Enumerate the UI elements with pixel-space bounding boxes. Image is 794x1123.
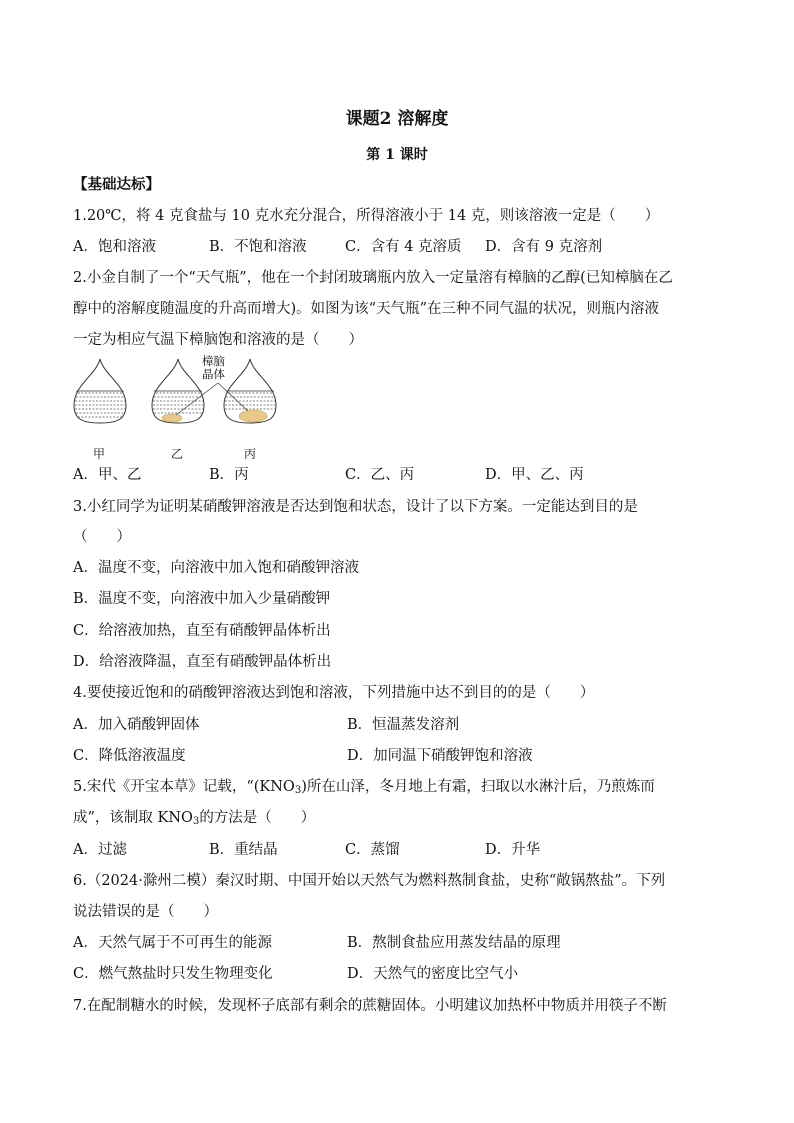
q1-option-d: D．含有 9 克溶剂 xyxy=(485,239,603,255)
q3-stem-line-2: （ ） xyxy=(73,529,131,545)
page-title: 课题2 溶解度 xyxy=(345,109,449,129)
q5-option-a: A．过滤 xyxy=(73,842,127,858)
q2-option-a: A．甲、乙 xyxy=(73,467,142,483)
q1-option-a: A．饱和溶液 xyxy=(73,239,156,255)
q4-stem: 4.要使接近饱和的硝酸钾溶液达到饱和溶液，下列措施中达不到目的的是（ ） xyxy=(73,685,595,701)
figure-annotation-2: 晶体 xyxy=(202,367,225,381)
weather-bottle-figure xyxy=(70,355,290,435)
q4-option-c: C．降低溶液温度 xyxy=(73,748,186,764)
q5-line1-b: )所在山泽，冬月地上有霜，扫取以水淋汁后，乃煎炼而 xyxy=(301,779,655,795)
q1-stem: 1.20℃，将 4 克食盐与 10 克水充分混合，所得溶液小于 14 克，则该溶液一定是（ ） xyxy=(73,208,660,224)
q3-stem-line-1: 3.小红同学为证明某硝酸钾溶液是否达到饱和状态，设计了以下方案。一定能达到目的是 xyxy=(73,499,638,515)
crystal-deposit-bing xyxy=(239,410,267,422)
q3-option-a: A．温度不变，向溶液中加入饱和硝酸钾溶液 xyxy=(73,560,359,576)
figure-label-bing: 丙 xyxy=(244,447,257,461)
bottle-jia xyxy=(74,359,126,423)
q5-stem-line-2 xyxy=(73,808,315,832)
q2-option-c: C．乙、丙 xyxy=(345,467,415,483)
page-subtitle: 第 1 课时 xyxy=(366,147,428,163)
bottle-bing xyxy=(224,359,276,423)
q5-line1-sub: 3 xyxy=(294,785,302,796)
q2-stem-line-1: 2.小金自制了一个“天气瓶”，他在一个封闭玻璃瓶内放入一定量溶有樟脑的乙醇(已知樟脑在乙 xyxy=(73,270,673,286)
q6-option-c: C．燃气熬盐时只发生物理变化 xyxy=(73,966,273,982)
q2-option-b: B．丙 xyxy=(209,467,249,483)
section-heading: 【基础达标】 xyxy=(73,176,160,193)
q7-stem-line-1: 7.在配制糖水的时候，发现杯子底部有剩余的蔗糖固体。小明建议加热杯中物质并用筷子不断 xyxy=(73,998,667,1014)
crystal-deposit-yi xyxy=(162,414,182,422)
q6-stem-line-2: 说法错误的是（ ） xyxy=(73,904,218,920)
q6-option-d: D．天然气的密度比空气小 xyxy=(347,966,519,982)
q6-option-b: B．熬制食盐应用蒸发结晶的原理 xyxy=(347,935,561,951)
q2-stem-line-2: 醇中的溶解度随温度的升高而增大)。如图为该“天气瓶”在三种不同气温的状况，则瓶内溶液 xyxy=(73,301,659,317)
q5-stem-line-1 xyxy=(73,777,655,801)
q5-line2-sub: 3 xyxy=(192,816,200,827)
q5-option-c: C．蒸馏 xyxy=(345,842,400,858)
q5-option-b: B．重结晶 xyxy=(209,842,278,858)
figure-annotation-1: 樟脑 xyxy=(202,354,225,368)
q3-option-b: B．温度不变，向溶液中加入少量硝酸钾 xyxy=(73,591,331,607)
q2-option-d: D．甲、乙、丙 xyxy=(485,467,584,483)
q4-option-d: D．加同温下硝酸钾饱和溶液 xyxy=(347,748,533,764)
q1-option-c: C．含有 4 克溶质 xyxy=(345,239,462,255)
q6-option-a: A．天然气属于不可再生的能源 xyxy=(73,935,272,951)
q4-option-b: B．恒温蒸发溶剂 xyxy=(347,717,460,733)
q5-line2-b: 的方法是（ ） xyxy=(199,810,316,826)
q5-line2-a: 成”，该制取 KNO xyxy=(73,810,193,826)
q5-line1-a: 5.宋代《开宝本草》记载，“(KNO xyxy=(73,779,295,795)
figure-label-yi: 乙 xyxy=(171,447,184,461)
q1-option-b: B．不饱和溶液 xyxy=(209,239,307,255)
q3-option-c: C．给溶液加热，直至有硝酸钾晶体析出 xyxy=(73,623,331,639)
q2-stem-line-3: 一定为相应气温下樟脑饱和溶液的是（ ） xyxy=(73,332,363,348)
q4-option-a: A．加入硝酸钾固体 xyxy=(73,717,200,733)
figure-label-jia: 甲 xyxy=(93,447,106,461)
q5-option-d: D．升华 xyxy=(485,842,541,858)
q3-option-d: D．给溶液降温，直至有硝酸钾晶体析出 xyxy=(73,654,332,670)
q6-stem-line-1: 6.（2024·滁州二模）秦汉时期、中国开始以天然气为燃料熬制食盐，史称“敞锅熬盐”。下列 xyxy=(73,873,666,889)
